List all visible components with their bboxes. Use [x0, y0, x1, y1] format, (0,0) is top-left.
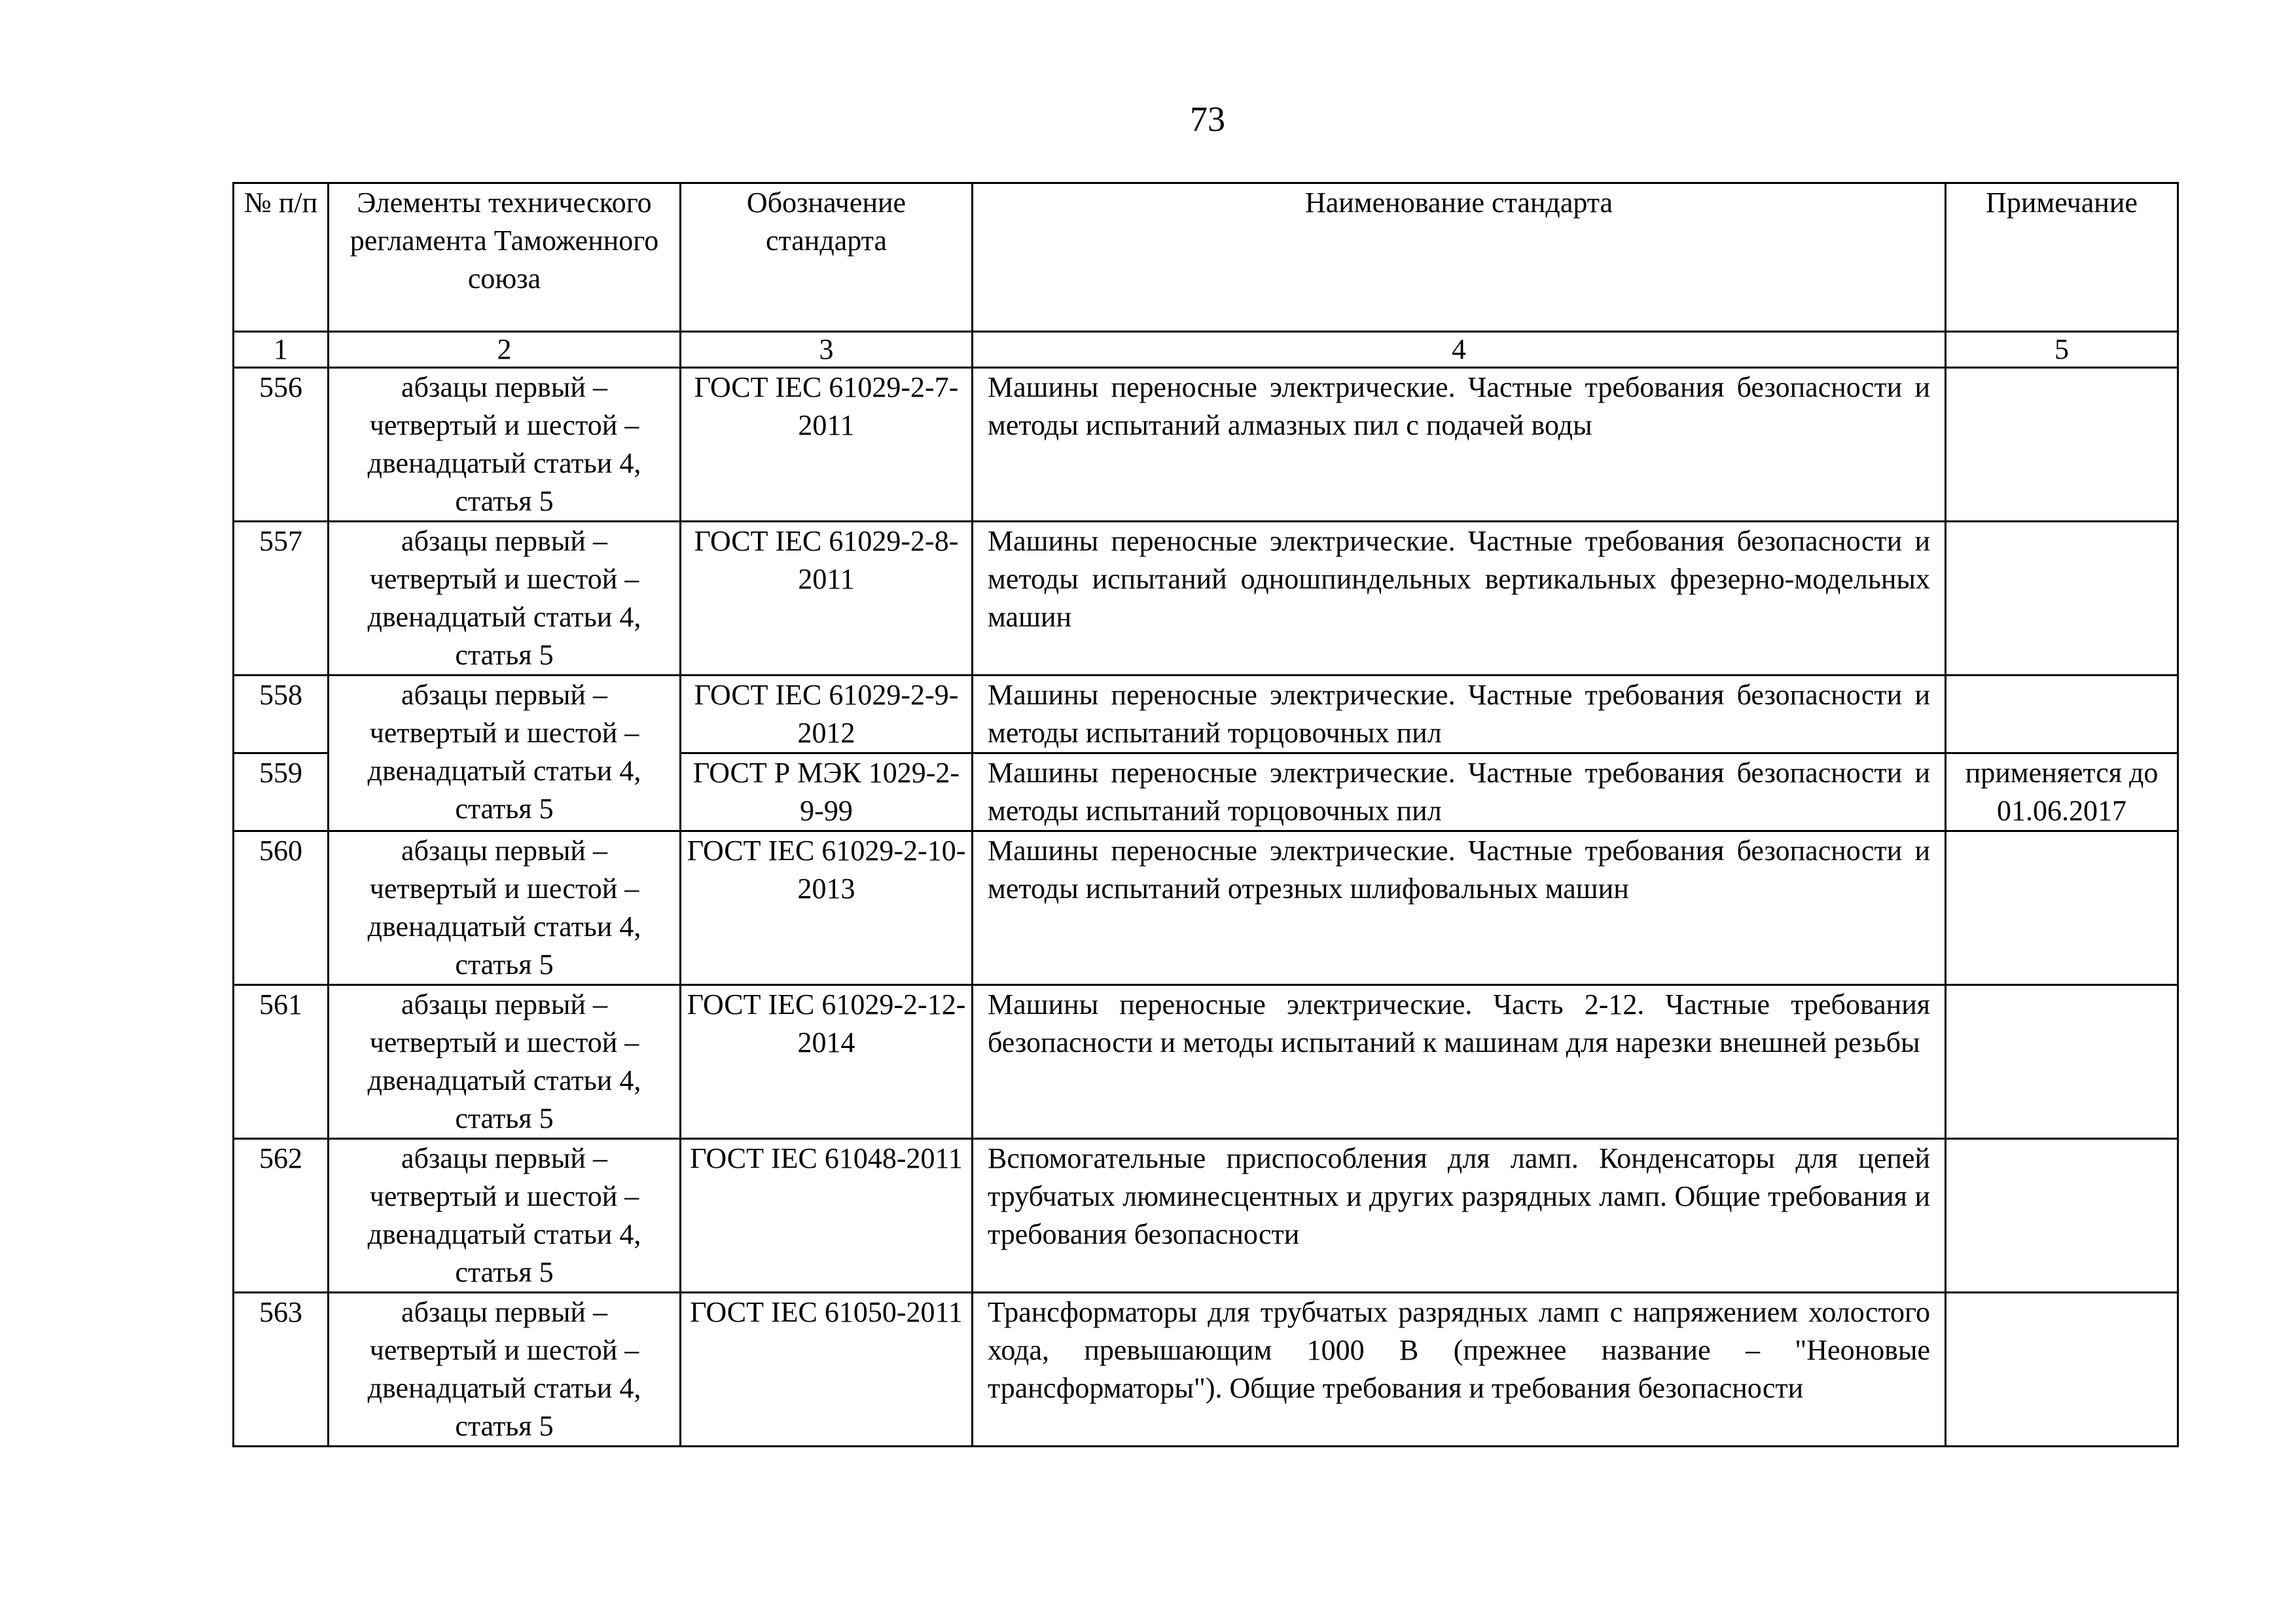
table-row — [234, 368, 2178, 522]
table-row — [234, 831, 2178, 985]
row-elements: абзацы первый – четвертый и шестой – двенадцатый статьи 4, статья 5 — [329, 676, 681, 831]
row-note — [1946, 522, 2178, 676]
header-number: № п/п — [234, 183, 329, 332]
row-note: применяется до 01.06.2017 — [1946, 753, 2178, 831]
column-index: 5 — [1946, 332, 2178, 368]
row-number: 557 — [234, 522, 329, 676]
row-elements: абзацы первый – четвертый и шестой – двенадцатый статьи 4, статья 5 — [329, 1139, 681, 1293]
row-note — [1946, 1293, 2178, 1447]
row-standard-name: Вспомогательные приспособления для ламп. Конденсаторы для цепей трубчатых люминесцентных и других разрядных ламп. Общие требования и требования безопасности — [973, 1139, 1946, 1293]
column-index-row — [234, 332, 2178, 368]
row-designation: ГОСТ IEC 61029-2-12-2014 — [681, 985, 973, 1139]
row-note — [1946, 1139, 2178, 1293]
page-number: 73 — [1190, 99, 1225, 139]
row-elements: абзацы первый – четвертый и шестой – двенадцатый статьи 4, статья 5 — [329, 522, 681, 676]
row-note — [1946, 831, 2178, 985]
column-index: 1 — [234, 332, 329, 368]
table-row — [234, 1293, 2178, 1447]
row-number: 560 — [234, 831, 329, 985]
row-designation: ГОСТ IEC 61029-2-9-2012 — [681, 676, 973, 753]
row-designation: ГОСТ IEC 61029-2-10-2013 — [681, 831, 973, 985]
row-number: 556 — [234, 368, 329, 522]
table-row — [234, 985, 2178, 1139]
column-index: 3 — [681, 332, 973, 368]
header-standard-name: Наименование стандарта — [973, 183, 1946, 332]
row-elements: абзацы первый – четвертый и шестой – двенадцатый статьи 4, статья 5 — [329, 1293, 681, 1447]
column-index: 2 — [329, 332, 681, 368]
row-elements: абзацы первый – четвертый и шестой – двенадцатый статьи 4, статья 5 — [329, 831, 681, 985]
row-number: 562 — [234, 1139, 329, 1293]
header-row — [234, 183, 2178, 332]
table-row — [234, 1139, 2178, 1293]
row-designation: ГОСТ Р МЭК 1029-2-9-99 — [681, 753, 973, 831]
row-number: 558 — [234, 676, 329, 753]
row-standard-name: Машины переносные электрические. Частные требования безопасности и методы испытаний алмазных пил с подачей воды — [973, 368, 1946, 522]
row-designation: ГОСТ IEC 61048-2011 — [681, 1139, 973, 1293]
row-designation: ГОСТ IEC 61029-2-7-2011 — [681, 368, 973, 522]
row-standard-name: Трансформаторы для трубчатых разрядных ламп с напряжением холостого хода, превышающим 1000 В (прежнее название – "Неоновые трансформаторы"). Общие требования и требования безопасности — [973, 1293, 1946, 1447]
row-note — [1946, 985, 2178, 1139]
row-note — [1946, 368, 2178, 522]
row-elements: абзацы первый – четвертый и шестой – двенадцатый статьи 4, статья 5 — [329, 368, 681, 522]
row-standard-name: Машины переносные электрические. Часть 2-12. Частные требования безопасности и методы испытаний к машинам для нарезки внешней резьбы — [973, 985, 1946, 1139]
row-designation: ГОСТ IEC 61029-2-8-2011 — [681, 522, 973, 676]
row-standard-name: Машины переносные электрические. Частные требования безопасности и методы испытаний торцовочных пил — [973, 676, 1946, 753]
row-elements: абзацы первый – четвертый и шестой – двенадцатый статьи 4, статья 5 — [329, 985, 681, 1139]
table-row — [234, 676, 2178, 753]
header-elements: Элементы технического регламента Таможенного союза — [329, 183, 681, 332]
row-note — [1946, 676, 2178, 753]
header-note: Примечание — [1946, 183, 2178, 332]
row-number: 559 — [234, 753, 329, 831]
row-standard-name: Машины переносные электрические. Частные требования безопасности и методы испытаний отрезных шлифовальных машин — [973, 831, 1946, 985]
table-row — [234, 522, 2178, 676]
row-number: 563 — [234, 1293, 329, 1447]
column-index: 4 — [973, 332, 1946, 368]
row-standard-name: Машины переносные электрические. Частные требования безопасности и методы испытаний торцовочных пил — [973, 753, 1946, 831]
row-designation: ГОСТ IEC 61050-2011 — [681, 1293, 973, 1447]
row-number: 561 — [234, 985, 329, 1139]
row-standard-name: Машины переносные электрические. Частные требования безопасности и методы испытаний одношпиндельных вертикальных фрезерно-модельных машин — [973, 522, 1946, 676]
standards-table — [232, 182, 2179, 1447]
header-designation: Обозначение стандарта — [681, 183, 973, 332]
